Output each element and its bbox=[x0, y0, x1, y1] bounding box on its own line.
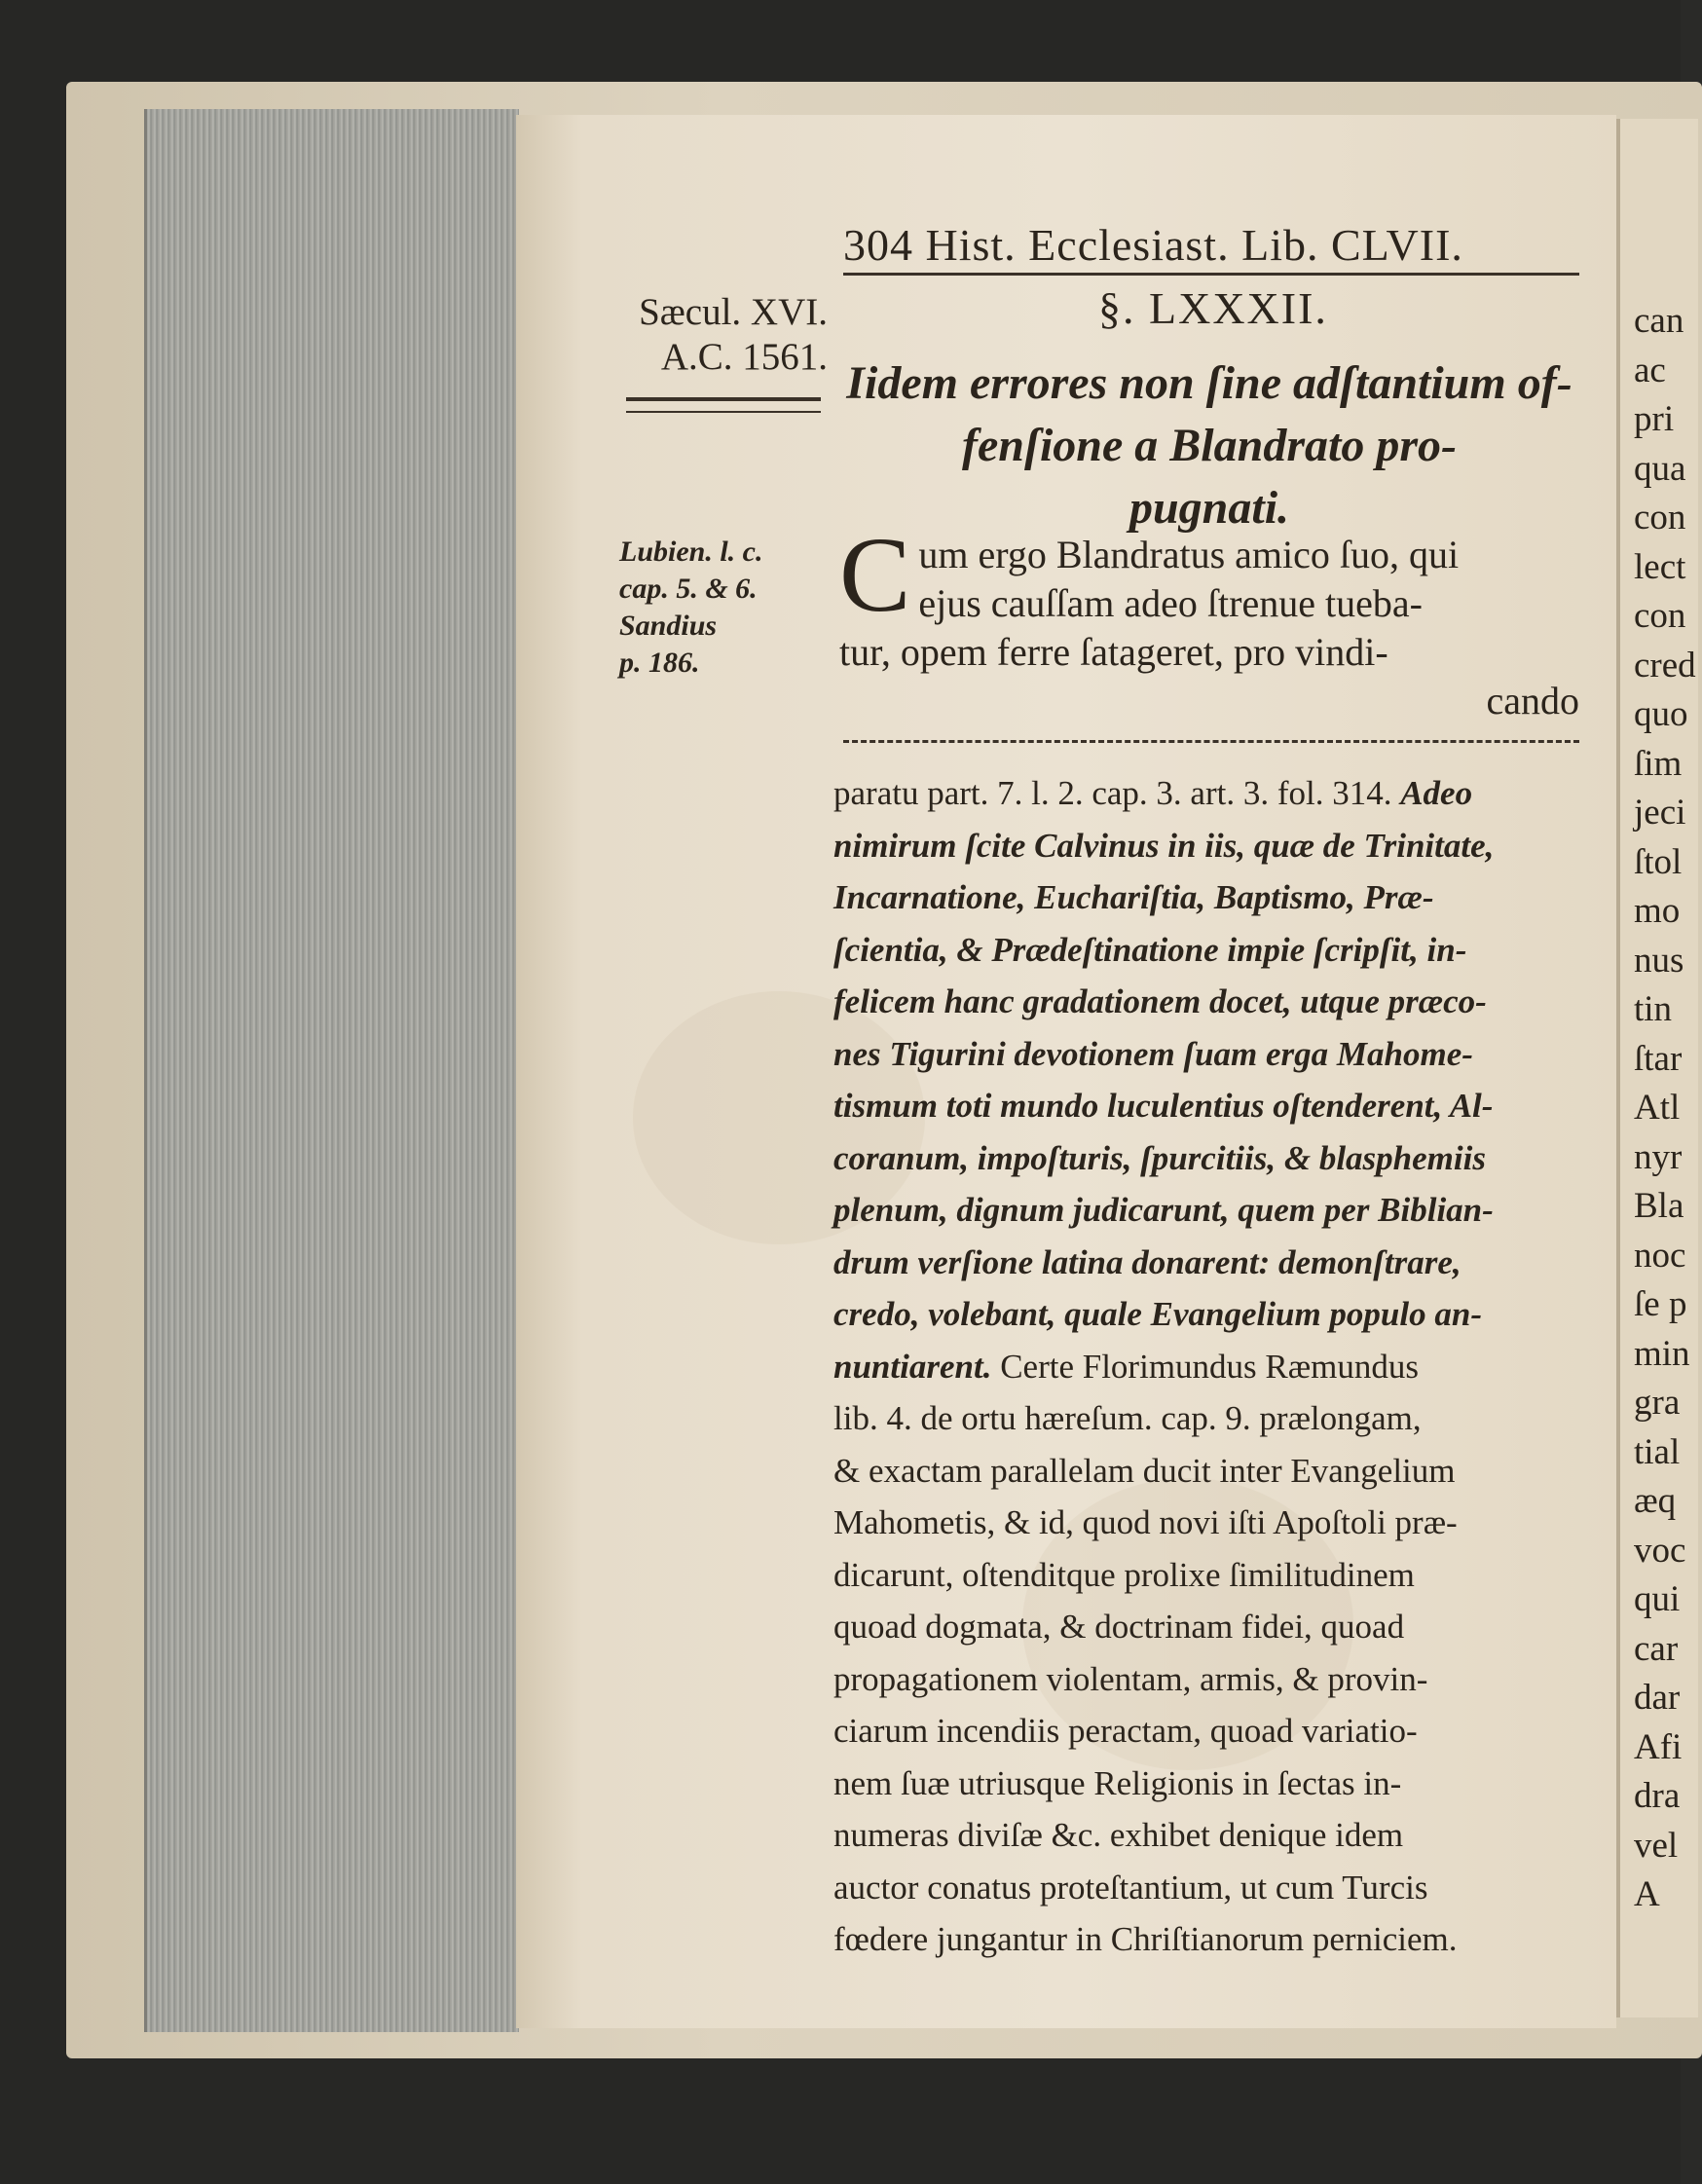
page-number: 304 bbox=[843, 220, 913, 270]
section-title-line: fenſione a Blandrato pro- bbox=[961, 420, 1458, 471]
margin-year: A.C. 1561. bbox=[660, 336, 828, 378]
facing-page-fragment: pri bbox=[1634, 399, 1675, 439]
footnote-line: Incarnatione, Euchariſtia, Baptismo, Præ- bbox=[833, 878, 1434, 916]
running-head bbox=[843, 219, 1583, 271]
margin-date bbox=[623, 290, 828, 380]
margin-ref: Lubien. l. c. bbox=[619, 536, 763, 568]
footnote-line: ſcientia, & Prædeſtinatione impie ſcripſit, in- bbox=[833, 930, 1467, 969]
facing-page-fragment: con bbox=[1634, 498, 1686, 537]
facing-page-fragment: ſe p bbox=[1634, 1284, 1687, 1324]
footnote-line bbox=[833, 1341, 1579, 1393]
footnote-line: fœdere jungantur in Chriſtianorum perniciem. bbox=[833, 1920, 1458, 1958]
facing-page-text bbox=[1634, 297, 1696, 1920]
facing-page-fragment: qua bbox=[1634, 448, 1686, 489]
footnote bbox=[833, 767, 1579, 1966]
drop-cap: C bbox=[839, 515, 911, 634]
facing-page-fragment: vel bbox=[1634, 1825, 1679, 1866]
margin-ref: cap. 5. & 6. bbox=[619, 573, 758, 605]
facing-page-fragment: qui bbox=[1634, 1579, 1681, 1619]
footnote-line: Mahometis, & id, quod novi iſti Apoſtoli præ- bbox=[833, 1503, 1458, 1541]
facing-page-fragment: tial bbox=[1634, 1431, 1681, 1472]
head-rule bbox=[843, 273, 1579, 276]
facing-page-fragment: ac bbox=[1634, 350, 1666, 390]
facing-page-fragment: æq bbox=[1634, 1481, 1677, 1521]
margin-references bbox=[619, 534, 833, 682]
footnote-line: plenum, dignum judicarunt, quem per Biblian- bbox=[833, 1191, 1494, 1229]
facing-page-fragment: min bbox=[1634, 1333, 1690, 1374]
section-title bbox=[839, 352, 1579, 539]
body-text bbox=[839, 515, 1579, 725]
catchword: cando bbox=[1486, 679, 1579, 722]
footnote-line: & exactam parallelam ducit inter Evangelium bbox=[833, 1451, 1456, 1490]
footnote-line-roman: paratu part. 7. l. 2. cap. 3. art. 3. fol. 314. bbox=[833, 774, 1392, 812]
running-title: Hist. Ecclesiast. Lib. CLVII. bbox=[925, 220, 1463, 270]
facing-page-fragment: ſtol bbox=[1634, 841, 1683, 882]
facing-page-fragment: mo bbox=[1634, 891, 1681, 931]
facing-page-fragment: lect bbox=[1634, 546, 1686, 587]
facing-page-fragment: dar bbox=[1634, 1678, 1681, 1718]
facing-page-fragment: A bbox=[1634, 1874, 1660, 1914]
footnote-line: auctor conatus proteſtantium, ut cum Turcis bbox=[833, 1868, 1428, 1906]
facing-page-fragment: voc bbox=[1634, 1530, 1686, 1571]
section-title-line: pugnati. bbox=[1128, 482, 1290, 534]
facing-page-fragment: cred bbox=[1634, 645, 1696, 685]
body-line: um ergo Blandratus amico ſuo, qui bbox=[918, 533, 1460, 576]
footnote-line: numeras diviſæ &c. exhibet denique idem bbox=[833, 1816, 1404, 1854]
margin-century: Sæcul. XVI. bbox=[639, 291, 828, 333]
footnote-line: nem ſuæ utriusque Religionis in ſectas in- bbox=[833, 1763, 1402, 1802]
facing-page-fragment: ſim bbox=[1634, 743, 1683, 784]
footnote-line: credo, volebant, quale Evangelium populo an- bbox=[833, 1295, 1482, 1333]
section-title-line: Iidem errores non ſine adſtantium of- bbox=[846, 357, 1572, 409]
footnote-line: quoad dogmata, & doctrinam fidei, quoad bbox=[833, 1608, 1405, 1646]
footnote-line: tismum toti mundo luculentius oſtenderent, Al- bbox=[833, 1087, 1494, 1125]
facing-page-fragment: ſtar bbox=[1634, 1038, 1683, 1079]
footnote-line: ciarum incendiis peractam, quoad variatio- bbox=[833, 1712, 1418, 1750]
footnote-line: nimirum ſcite Calvinus in iis, quæ de Trinitate, bbox=[833, 826, 1495, 865]
facing-page-fragment: Atl bbox=[1634, 1088, 1681, 1128]
facing-page-fragment: dra bbox=[1634, 1776, 1681, 1816]
footnote-line: propagationem violentam, armis, & provin- bbox=[833, 1659, 1428, 1698]
body-line: ejus cauſſam adeo ſtrenue tueba- bbox=[918, 581, 1423, 625]
margin-ref: p. 186. bbox=[619, 647, 700, 679]
facing-page-fragment: car bbox=[1634, 1628, 1679, 1669]
footnote-line: lib. 4. de ortu hæreſum. cap. 9. prælongam, bbox=[833, 1399, 1422, 1437]
footnote-line: nes Tigurini devotionem ſuam erga Mahome- bbox=[833, 1034, 1473, 1073]
page-edges bbox=[144, 109, 519, 2032]
facing-page-fragment: Afi bbox=[1634, 1726, 1683, 1767]
footnote-line-italic: Adeo bbox=[1400, 774, 1473, 812]
facing-page-fragment: can bbox=[1634, 301, 1684, 341]
footnote-line: drum verſione latina donarent: demonſtrare, bbox=[833, 1242, 1462, 1281]
margin-ref: Sandius bbox=[619, 610, 718, 642]
facing-page-fragment: noc bbox=[1634, 1235, 1686, 1276]
footnote-rule bbox=[843, 740, 1579, 743]
facing-page-fragment: nus bbox=[1634, 940, 1684, 981]
facing-page-fragment: Bla bbox=[1634, 1186, 1684, 1226]
facing-page-fragment: gra bbox=[1634, 1383, 1681, 1423]
section-number: §. LXXXII. bbox=[1098, 283, 1328, 333]
footnote-line bbox=[833, 767, 1579, 820]
footnote-line-italic: nuntiarent. bbox=[833, 1347, 992, 1386]
footnote-line: dicarunt, oſtenditque prolixe ſimilitudinem bbox=[833, 1555, 1415, 1594]
body-line: tur, opem ferre ſatageret, pro vindi- bbox=[839, 630, 1388, 674]
facing-page-fragment: con bbox=[1634, 596, 1686, 636]
footnote-line: coranum, impoſturis, ſpurcitiis, & blasphemiis bbox=[833, 1138, 1486, 1177]
footnote-line: felicem hanc gradationem docet, utque præco- bbox=[833, 982, 1487, 1020]
footnote-line-roman: Certe Florimundus Ræmundus bbox=[1000, 1347, 1419, 1386]
margin-rule bbox=[626, 397, 821, 413]
facing-page-fragment: jeci bbox=[1634, 793, 1686, 833]
facing-page-fragment: nyr bbox=[1634, 1136, 1683, 1177]
facing-page-fragment: quo bbox=[1634, 694, 1688, 734]
facing-page-fragment: tin bbox=[1634, 989, 1673, 1029]
